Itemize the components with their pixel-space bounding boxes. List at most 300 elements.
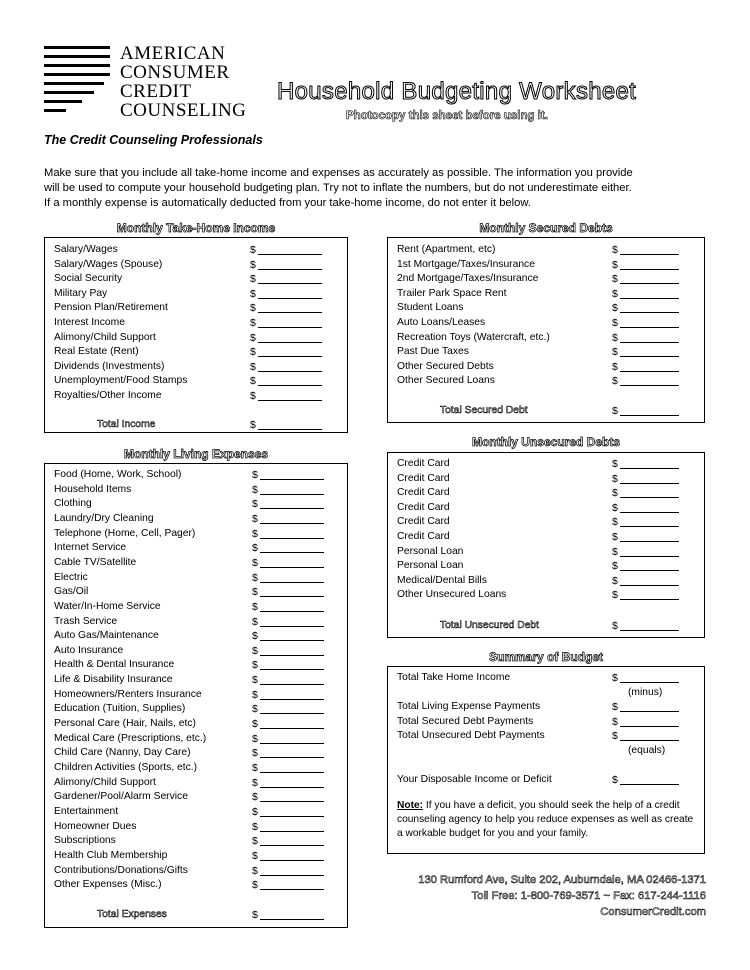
currency-symbol: $ bbox=[612, 360, 618, 373]
row-label: Student Loans bbox=[397, 302, 464, 314]
amount-field[interactable] bbox=[260, 746, 324, 758]
row-label: Medical Care (Prescriptions, etc.) bbox=[54, 732, 207, 744]
worksheet-row bbox=[388, 301, 704, 316]
row-label: Military Pay bbox=[54, 287, 108, 299]
row-label: Life & Disability Insurance bbox=[54, 674, 173, 686]
amount-field[interactable] bbox=[260, 820, 324, 832]
row-label: Credit Card bbox=[397, 487, 450, 499]
worksheet-row bbox=[45, 360, 347, 375]
total-amount-field[interactable] bbox=[260, 908, 324, 920]
logo-text-line-2: CONSUMER bbox=[120, 62, 230, 83]
row-label: Food (Home, Work, School) bbox=[54, 469, 182, 480]
note-label: Note: bbox=[397, 800, 424, 811]
summary-amount-field[interactable] bbox=[620, 671, 679, 683]
row-label: Trash Service bbox=[54, 615, 118, 627]
worksheet-row bbox=[45, 600, 347, 615]
row-label: 2nd Mortgage/Taxes/Insurance bbox=[397, 273, 539, 285]
row-label: Auto Loans/Leases bbox=[397, 317, 486, 328]
summary-label: Total Living Expense Payments bbox=[397, 701, 541, 713]
currency-symbol: $ bbox=[252, 732, 258, 745]
row-label: Children Activities (Sports, etc.) bbox=[54, 762, 198, 773]
amount-field[interactable] bbox=[620, 258, 679, 270]
worksheet-row bbox=[45, 658, 347, 673]
summary-label: Total Take Home Income bbox=[397, 672, 511, 683]
amount-field[interactable] bbox=[620, 545, 679, 557]
currency-symbol: $ bbox=[252, 688, 258, 701]
currency-symbol: $ bbox=[250, 331, 256, 344]
summary-amount-field[interactable] bbox=[620, 773, 679, 785]
living-section-title: Monthly Living Expenses bbox=[123, 447, 269, 461]
summary-label: Your Disposable Income or Deficit bbox=[397, 774, 552, 785]
amount-field[interactable] bbox=[260, 790, 324, 802]
row-label: Medical/Dental Bills bbox=[397, 574, 487, 586]
currency-symbol: $ bbox=[612, 458, 618, 470]
worksheet-row bbox=[45, 316, 347, 331]
footer-contact bbox=[418, 872, 706, 920]
amount-field[interactable] bbox=[260, 468, 324, 480]
currency-symbol: $ bbox=[252, 556, 258, 569]
currency-symbol: $ bbox=[612, 501, 618, 514]
row-label: Trailer Park Space Rent bbox=[397, 287, 507, 299]
row-label: Cable TV/Satellite bbox=[54, 556, 137, 568]
currency-symbol: $ bbox=[612, 258, 618, 271]
currency-symbol: $ bbox=[252, 909, 258, 921]
currency-symbol: $ bbox=[250, 287, 256, 300]
worksheet-row bbox=[45, 717, 347, 732]
row-label: Past Due Taxes bbox=[397, 346, 469, 358]
page-title: Household Budgeting Worksheet bbox=[277, 78, 637, 105]
currency-symbol: $ bbox=[612, 516, 618, 529]
worksheet-row bbox=[388, 272, 704, 287]
amount-field[interactable] bbox=[260, 571, 324, 583]
currency-symbol: $ bbox=[612, 545, 618, 558]
amount-field[interactable] bbox=[260, 732, 324, 744]
amount-field[interactable] bbox=[260, 658, 324, 670]
row-label: Personal Care (Hair, Nails, etc) bbox=[54, 718, 196, 730]
amount-field[interactable] bbox=[260, 527, 324, 539]
row-label: 1st Mortgage/Taxes/Insurance bbox=[397, 258, 535, 270]
currency-symbol: $ bbox=[612, 715, 618, 728]
worksheet-row bbox=[388, 559, 704, 574]
worksheet-row bbox=[45, 702, 347, 717]
currency-symbol: $ bbox=[612, 774, 618, 786]
worksheet-row bbox=[45, 497, 347, 512]
currency-symbol: $ bbox=[612, 560, 618, 573]
worksheet-row bbox=[388, 545, 704, 560]
total-amount-field[interactable] bbox=[620, 619, 679, 631]
unsecured-section-title: Monthly Unsecured Debts bbox=[471, 435, 621, 449]
logo-flag-icon bbox=[44, 46, 110, 112]
unsecured-box bbox=[387, 452, 705, 638]
currency-symbol: $ bbox=[250, 302, 256, 315]
total-row bbox=[388, 404, 704, 419]
amount-field[interactable] bbox=[260, 541, 324, 553]
row-label: Other Expenses (Misc.) bbox=[54, 879, 162, 891]
worksheet-row bbox=[45, 732, 347, 747]
amount-field[interactable] bbox=[258, 374, 322, 386]
currency-symbol: $ bbox=[252, 718, 258, 731]
worksheet-row bbox=[45, 790, 347, 805]
currency-symbol: $ bbox=[250, 317, 256, 329]
total-amount-field[interactable] bbox=[620, 404, 679, 416]
row-label: Auto Gas/Maintenance bbox=[54, 630, 159, 642]
row-label: Health Club Membership bbox=[54, 849, 168, 861]
worksheet-row bbox=[45, 688, 347, 703]
amount-field[interactable] bbox=[260, 585, 324, 597]
currency-symbol: $ bbox=[612, 244, 618, 256]
amount-field[interactable] bbox=[620, 243, 679, 255]
row-label: Gardener/Pool/Alarm Service bbox=[54, 791, 188, 803]
footer-address: 130 Rumford Ave, Suite 202, Auburndale, MA 02466-1371 bbox=[418, 874, 706, 886]
equals-label: (equals) bbox=[628, 745, 666, 756]
currency-symbol: $ bbox=[612, 730, 618, 743]
currency-symbol: $ bbox=[252, 659, 258, 672]
worksheet-row bbox=[45, 527, 347, 542]
currency-symbol: $ bbox=[250, 375, 256, 388]
worksheet-row bbox=[45, 287, 347, 302]
row-label: Child Care (Nanny, Day Care) bbox=[54, 747, 191, 759]
row-label: Household Items bbox=[54, 483, 132, 495]
worksheet-row bbox=[388, 287, 704, 302]
amount-field[interactable] bbox=[260, 615, 324, 627]
amount-field[interactable] bbox=[620, 501, 679, 513]
currency-symbol: $ bbox=[252, 879, 258, 892]
amount-field[interactable] bbox=[620, 272, 679, 284]
amount-field[interactable] bbox=[620, 316, 679, 328]
currency-symbol: $ bbox=[250, 360, 256, 373]
currency-symbol: $ bbox=[612, 302, 618, 315]
worksheet-row bbox=[45, 746, 347, 761]
worksheet-row bbox=[388, 574, 704, 589]
worksheet-row bbox=[45, 512, 347, 527]
amount-field[interactable] bbox=[620, 530, 679, 542]
amount-field[interactable] bbox=[620, 287, 679, 299]
summary-label: Total Secured Debt Payments bbox=[397, 715, 534, 727]
currency-symbol: $ bbox=[612, 375, 618, 388]
row-label: Credit Card bbox=[397, 531, 450, 542]
row-label: Contributions/Donations/Gifts bbox=[54, 864, 188, 876]
row-label: Alimony/Child Support bbox=[54, 331, 156, 343]
amount-field[interactable] bbox=[620, 301, 679, 313]
summary-row-disposable bbox=[388, 773, 704, 788]
amount-field[interactable] bbox=[260, 834, 324, 846]
currency-symbol: $ bbox=[252, 674, 258, 687]
worksheet-row bbox=[388, 457, 704, 472]
worksheet-row bbox=[45, 615, 347, 630]
row-label: Personal Loan bbox=[397, 545, 464, 557]
currency-symbol: $ bbox=[252, 864, 258, 877]
living-box bbox=[44, 463, 348, 928]
worksheet-row bbox=[45, 345, 347, 360]
currency-symbol: $ bbox=[612, 620, 618, 632]
amount-field[interactable] bbox=[258, 258, 322, 270]
currency-symbol: $ bbox=[252, 849, 258, 862]
amount-field[interactable] bbox=[260, 864, 324, 876]
currency-symbol: $ bbox=[612, 531, 618, 543]
amount-field[interactable] bbox=[260, 688, 324, 700]
row-label: Rent (Apartment, etc) bbox=[397, 244, 496, 255]
worksheet-row bbox=[45, 629, 347, 644]
worksheet-row bbox=[45, 541, 347, 556]
currency-symbol: $ bbox=[612, 346, 618, 359]
currency-symbol: $ bbox=[252, 835, 258, 848]
worksheet-row bbox=[45, 673, 347, 688]
row-label: Telephone (Home, Cell, Pager) bbox=[54, 527, 196, 539]
company-logo bbox=[44, 44, 259, 134]
currency-symbol: $ bbox=[252, 630, 258, 643]
summary-row-income bbox=[388, 671, 704, 686]
amount-field[interactable] bbox=[620, 331, 679, 343]
worksheet-row bbox=[388, 374, 704, 389]
worksheet-row bbox=[388, 316, 704, 331]
row-label: Personal Loan bbox=[397, 560, 464, 572]
currency-symbol: $ bbox=[252, 747, 258, 760]
amount-field[interactable] bbox=[620, 574, 679, 586]
summary-section-title: Summary of Budget bbox=[488, 650, 603, 664]
worksheet-row bbox=[388, 243, 704, 258]
summary-row-minus bbox=[388, 686, 704, 701]
logo-text-line-1: AMERICAN bbox=[120, 43, 226, 64]
worksheet-row bbox=[45, 272, 347, 287]
worksheet-row bbox=[45, 301, 347, 316]
amount-field[interactable] bbox=[620, 472, 679, 484]
row-label: Interest Income bbox=[54, 317, 125, 328]
amount-field[interactable] bbox=[260, 761, 324, 773]
currency-symbol: $ bbox=[250, 419, 256, 431]
row-label: Credit Card bbox=[397, 458, 450, 469]
amount-field[interactable] bbox=[620, 360, 679, 372]
summary-amount-field[interactable] bbox=[620, 715, 679, 727]
note-text: If you have a deficit, you should seek the help of a credit counseling agency to help you reduce expenses as well as create a workable budget for you and your family. bbox=[397, 800, 694, 840]
amount-field[interactable] bbox=[260, 556, 324, 568]
total-label: Total Income bbox=[97, 419, 156, 430]
currency-symbol: $ bbox=[252, 762, 258, 774]
worksheet-row bbox=[45, 644, 347, 659]
currency-symbol: $ bbox=[250, 346, 256, 359]
instructions bbox=[44, 166, 704, 211]
amount-field[interactable] bbox=[258, 360, 322, 372]
amount-field[interactable] bbox=[258, 243, 322, 255]
amount-field[interactable] bbox=[258, 287, 322, 299]
summary-label: Total Unsecured Debt Payments bbox=[397, 730, 545, 742]
amount-field[interactable] bbox=[258, 345, 322, 357]
worksheet-row bbox=[45, 878, 347, 893]
instructions-line: If a monthly expense is automatically deducted from your take-home income, do not enter it below. bbox=[44, 197, 531, 209]
amount-field[interactable] bbox=[260, 849, 324, 861]
amount-field[interactable] bbox=[620, 486, 679, 498]
currency-symbol: $ bbox=[252, 600, 258, 613]
amount-field[interactable] bbox=[260, 629, 324, 641]
worksheet-row bbox=[45, 331, 347, 346]
amount-field[interactable] bbox=[620, 515, 679, 527]
currency-symbol: $ bbox=[252, 820, 258, 833]
row-label: Salary/Wages bbox=[54, 244, 118, 255]
row-label: Dividends (Investments) bbox=[54, 360, 165, 372]
amount-field[interactable] bbox=[258, 389, 322, 401]
row-label: Credit Card bbox=[397, 501, 450, 513]
worksheet-row bbox=[45, 761, 347, 776]
row-label: Laundry/Dry Cleaning bbox=[54, 512, 154, 524]
total-amount-field[interactable] bbox=[258, 418, 322, 430]
currency-symbol: $ bbox=[250, 258, 256, 271]
currency-symbol: $ bbox=[612, 405, 618, 417]
row-label: Other Secured Loans bbox=[397, 375, 495, 387]
amount-field[interactable] bbox=[620, 559, 679, 571]
currency-symbol: $ bbox=[612, 701, 618, 714]
worksheet-row bbox=[388, 258, 704, 273]
worksheet-row bbox=[45, 243, 347, 258]
currency-symbol: $ bbox=[252, 805, 258, 818]
row-label: Social Security bbox=[54, 273, 123, 285]
worksheet-row bbox=[45, 849, 347, 864]
amount-field[interactable] bbox=[258, 316, 322, 328]
amount-field[interactable] bbox=[258, 301, 322, 313]
instructions-line: Make sure that you include all take-home income and expenses as accurately as possible. The information you provide bbox=[44, 167, 633, 179]
amount-field[interactable] bbox=[620, 345, 679, 357]
worksheet-row bbox=[388, 345, 704, 360]
worksheet-row bbox=[45, 776, 347, 791]
amount-field[interactable] bbox=[620, 374, 679, 386]
row-label: Entertainment bbox=[54, 805, 119, 817]
row-label: Recreation Toys (Watercraft, etc.) bbox=[397, 331, 550, 343]
row-label: Royalties/Other Income bbox=[54, 390, 162, 401]
total-row bbox=[45, 418, 347, 433]
amount-field[interactable] bbox=[260, 878, 324, 890]
currency-symbol: $ bbox=[250, 244, 256, 256]
summary-row-equals bbox=[388, 744, 704, 759]
amount-field[interactable] bbox=[620, 588, 679, 600]
worksheet-row bbox=[388, 515, 704, 530]
total-label: Total Unsecured Debt bbox=[440, 620, 540, 631]
currency-symbol: $ bbox=[252, 703, 258, 716]
summary-box bbox=[387, 666, 705, 854]
income-section-title: Monthly Take-Home Income bbox=[116, 221, 276, 235]
total-label: Total Expenses bbox=[97, 909, 167, 920]
amount-field[interactable] bbox=[260, 776, 324, 788]
currency-symbol: $ bbox=[612, 672, 618, 684]
row-label: Pension Plan/Retirement bbox=[54, 302, 168, 314]
minus-label: (minus) bbox=[628, 686, 663, 698]
worksheet-row bbox=[45, 834, 347, 849]
row-label: Education (Tuition, Supplies) bbox=[54, 703, 186, 715]
currency-symbol: $ bbox=[252, 776, 258, 789]
currency-symbol: $ bbox=[612, 331, 618, 344]
currency-symbol: $ bbox=[252, 791, 258, 804]
currency-symbol: $ bbox=[612, 317, 618, 329]
worksheet-row bbox=[45, 571, 347, 586]
logo-text-line-4: COUNSELING bbox=[120, 100, 247, 121]
currency-symbol: $ bbox=[252, 483, 258, 496]
secured-box bbox=[387, 237, 705, 423]
row-label: Other Unsecured Loans bbox=[397, 589, 507, 601]
worksheet-row bbox=[388, 501, 704, 516]
amount-field[interactable] bbox=[260, 600, 324, 612]
amount-field[interactable] bbox=[260, 483, 324, 495]
currency-symbol: $ bbox=[612, 472, 618, 485]
worksheet-row bbox=[388, 588, 704, 603]
row-label: Salary/Wages (Spouse) bbox=[54, 258, 163, 270]
worksheet-row bbox=[45, 805, 347, 820]
amount-field[interactable] bbox=[260, 673, 324, 685]
summary-row-secured bbox=[388, 715, 704, 730]
row-label: Credit Card bbox=[397, 472, 450, 484]
worksheet-row bbox=[45, 374, 347, 389]
secured-section-title: Monthly Secured Debts bbox=[479, 221, 613, 235]
row-label: Other Secured Debts bbox=[397, 360, 494, 372]
row-label: Alimony/Child Support bbox=[54, 776, 156, 788]
worksheet-row bbox=[45, 389, 347, 404]
currency-symbol: $ bbox=[612, 273, 618, 286]
currency-symbol: $ bbox=[252, 542, 258, 555]
summary-row-unsecured bbox=[388, 729, 704, 744]
row-label: Gas/Oil bbox=[54, 586, 89, 598]
currency-symbol: $ bbox=[612, 487, 618, 500]
row-label: Electric bbox=[54, 571, 88, 583]
summary-amount-field[interactable] bbox=[620, 700, 679, 712]
worksheet-row bbox=[45, 585, 347, 600]
summary-amount-field[interactable] bbox=[620, 729, 679, 741]
row-label: Clothing bbox=[54, 498, 92, 510]
currency-symbol: $ bbox=[252, 498, 258, 511]
worksheet-row bbox=[388, 530, 704, 545]
footer-website: ConsumerCredit.com bbox=[600, 906, 706, 918]
currency-symbol: $ bbox=[252, 469, 258, 481]
instructions-line: will be used to compute your household budgeting plan. Try not to inflate the numbers, but do not underestimate either. bbox=[44, 182, 632, 194]
row-label: Auto Insurance bbox=[54, 644, 124, 656]
worksheet-row bbox=[45, 483, 347, 498]
currency-symbol: $ bbox=[250, 273, 256, 286]
amount-field[interactable] bbox=[260, 644, 324, 656]
currency-symbol: $ bbox=[252, 527, 258, 540]
summary-row-living bbox=[388, 700, 704, 715]
amount-field[interactable] bbox=[260, 805, 324, 817]
row-label: Real Estate (Rent) bbox=[54, 346, 139, 358]
row-label: Subscriptions bbox=[54, 835, 116, 847]
worksheet-row bbox=[45, 864, 347, 879]
row-label: Credit Card bbox=[397, 516, 450, 528]
worksheet-row bbox=[388, 472, 704, 487]
row-label: Health & Dental Insurance bbox=[54, 659, 175, 671]
worksheet-row bbox=[388, 331, 704, 346]
currency-symbol: $ bbox=[252, 644, 258, 657]
currency-symbol: $ bbox=[612, 287, 618, 300]
amount-field[interactable] bbox=[260, 717, 324, 729]
worksheet-row bbox=[45, 556, 347, 571]
amount-field[interactable] bbox=[258, 331, 322, 343]
logo-text-line-3: CREDIT bbox=[120, 81, 192, 102]
worksheet-row bbox=[45, 820, 347, 835]
footer-phones: Toll Free: 1-800-769-3571 ~ Fax: 617-244-1116 bbox=[471, 890, 706, 902]
currency-symbol: $ bbox=[252, 586, 258, 599]
total-label: Total Secured Debt bbox=[440, 405, 528, 416]
worksheet-row bbox=[45, 468, 347, 483]
currency-symbol: $ bbox=[612, 574, 618, 587]
row-label: Homeowners/Renters Insurance bbox=[54, 688, 202, 700]
amount-field[interactable] bbox=[260, 497, 324, 509]
amount-field[interactable] bbox=[620, 457, 679, 469]
currency-symbol: $ bbox=[250, 390, 256, 402]
tagline: The Credit Counseling Professionals bbox=[44, 133, 263, 147]
budget-note bbox=[397, 799, 696, 842]
row-label: Unemployment/Food Stamps bbox=[54, 375, 188, 387]
total-row bbox=[388, 619, 704, 634]
worksheet-row bbox=[388, 486, 704, 501]
amount-field[interactable] bbox=[260, 702, 324, 714]
currency-symbol: $ bbox=[252, 615, 258, 628]
amount-field[interactable] bbox=[260, 512, 324, 524]
worksheet-row bbox=[388, 360, 704, 375]
amount-field[interactable] bbox=[258, 272, 322, 284]
